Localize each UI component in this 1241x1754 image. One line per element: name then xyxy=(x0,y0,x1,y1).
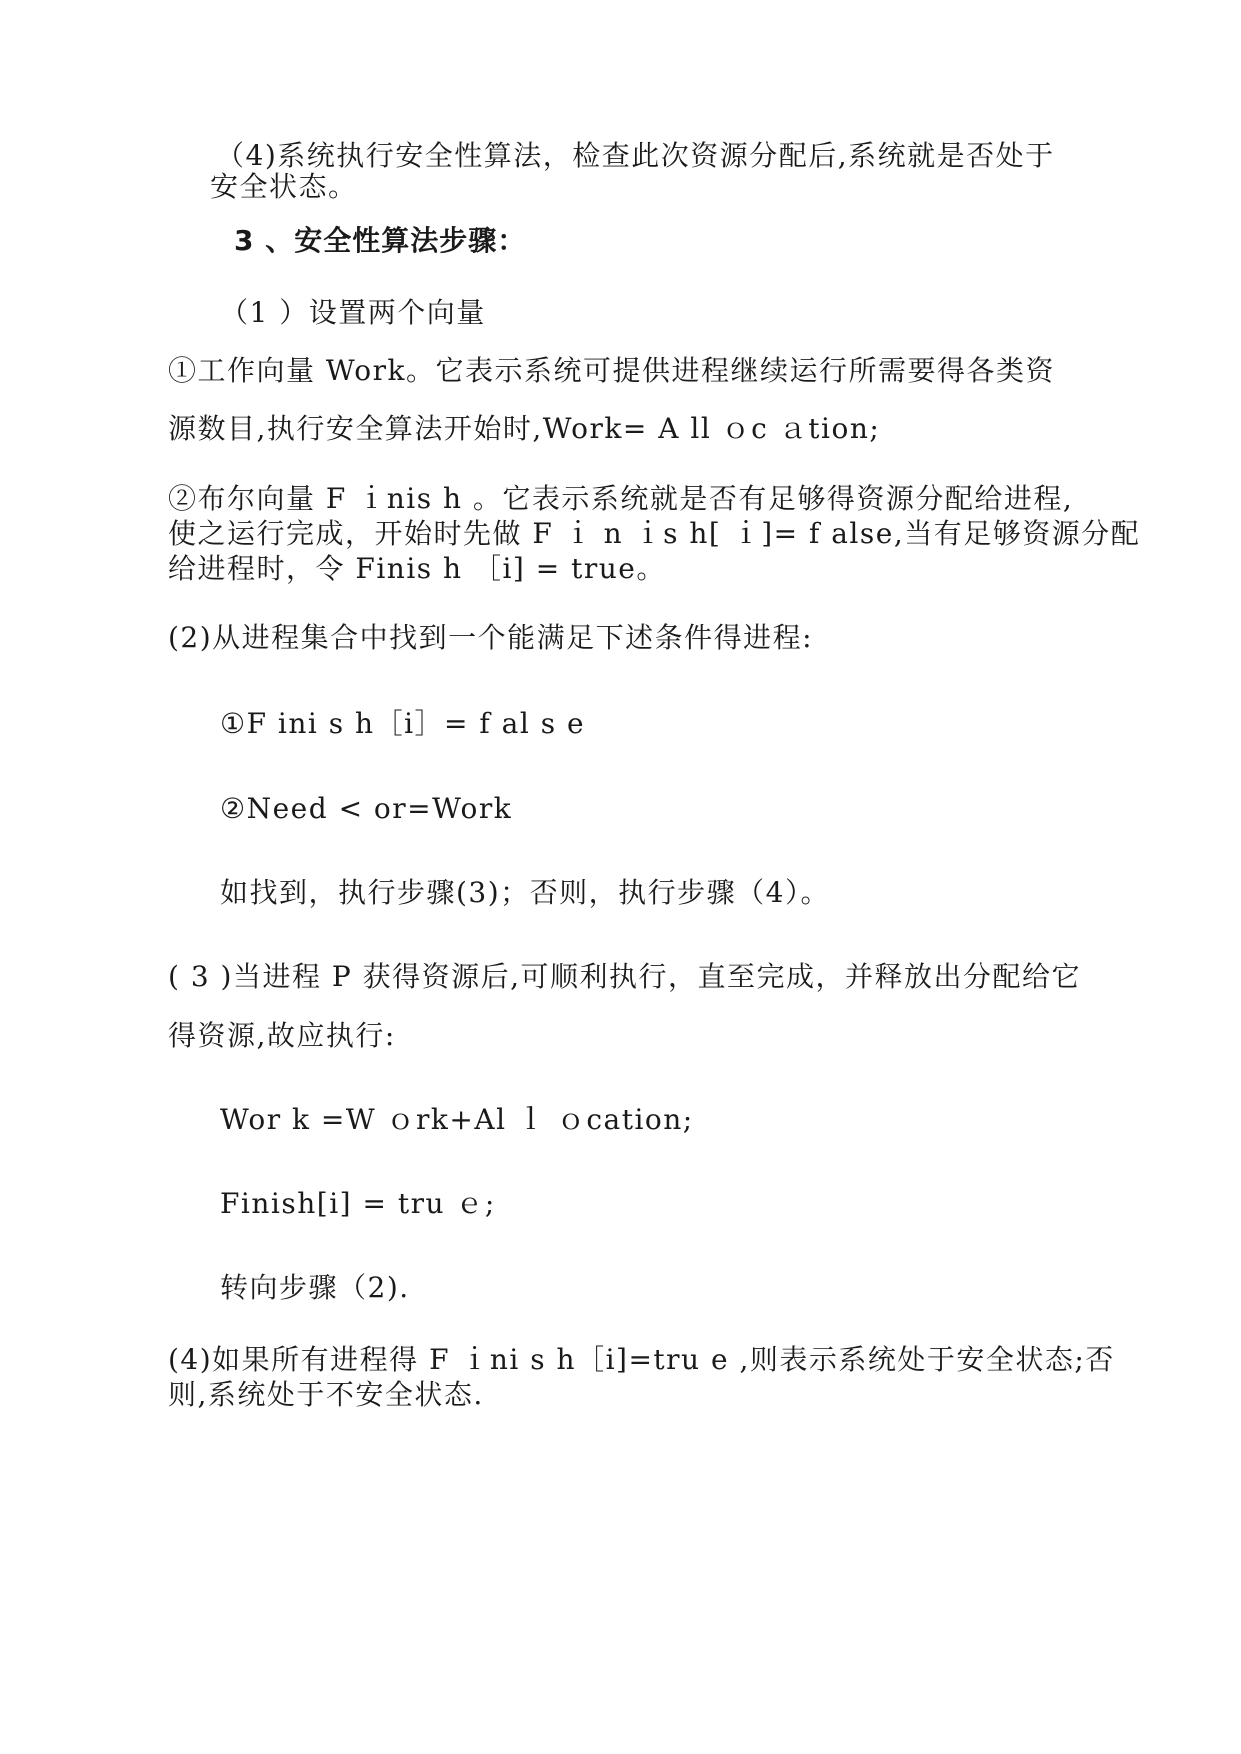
step-4-line-1: （4)系统执行安全性算法，检查此次资源分配后,系统就是否处于 xyxy=(216,139,1055,172)
step-4-line-2: 安全状态。 xyxy=(210,170,358,203)
substep-3-line-1: ( 3 )当进程 P 获得资源后,可顺利执行，直至完成，并释放出分配给它 xyxy=(168,960,1082,993)
substep-3-line-2: 得资源,故应执行: xyxy=(168,1019,396,1052)
substep-4-line-2: 则,系统处于不安全状态. xyxy=(168,1378,484,1411)
substep-1-title: （1 ）设置两个向量 xyxy=(220,296,486,329)
finish-update-formula: Finish[i] = tru ｅ; xyxy=(220,1187,496,1220)
finish-vector-line-2: 使之运行完成，开始时先做 F ｉ n ｉs h[ ｉ]= f alse,当有足够资源分配 xyxy=(168,517,1141,550)
section-heading: 3 、安全性算法步骤： xyxy=(234,224,527,257)
goto-step-2: 转向步骤（2). xyxy=(220,1271,410,1304)
substep-4-line-1: (4)如果所有进程得 F ｉni s h［i]=tru e ,则表示系统处于安全状态;否 xyxy=(168,1343,1115,1376)
substep-2-title: (2)从进程集合中找到一个能满足下述条件得进程: xyxy=(168,621,814,654)
work-vector-line-2: 源数目,执行安全算法开始时,Work= A ll ｏc ａtion; xyxy=(168,412,881,445)
condition-1: ①F ini s h［i］= f al s e xyxy=(220,707,586,740)
branch-instruction: 如找到，执行步骤(3)；否则，执行步骤（4）。 xyxy=(220,876,830,909)
condition-2: ②Need < or=Work xyxy=(220,792,513,825)
finish-vector-line-3: 给进程时，令 Finis h ［i] = true。 xyxy=(168,552,666,585)
finish-vector-line-1: ②布尔向量 F ｉnis h 。它表示系统就是否有足够得资源分配给进程, xyxy=(168,482,1074,515)
work-vector-line-1: ①工作向量 Work。它表示系统可提供进程继续运行所需要得各类资 xyxy=(168,354,1055,387)
work-update-formula: Wor k =W ｏrk+Al ｌ ｏcation; xyxy=(220,1103,694,1136)
